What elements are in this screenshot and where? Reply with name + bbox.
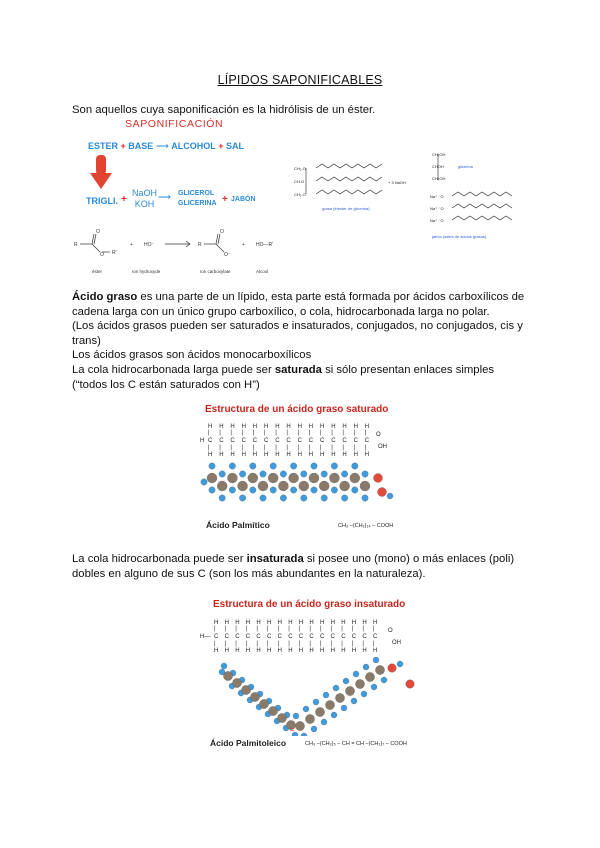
svg-text:|: | — [341, 626, 343, 632]
svg-text:H: H — [245, 648, 251, 654]
svg-text:H: H — [330, 620, 335, 626]
svg-text:C: C — [245, 634, 251, 640]
svg-text:|: | — [341, 641, 343, 647]
svg-text:C: C — [264, 438, 269, 444]
svg-text:C: C — [331, 438, 336, 444]
svg-text:|: | — [342, 430, 344, 436]
svg-text:H: H — [373, 648, 378, 654]
svg-text:|: | — [320, 445, 322, 451]
glicerina-caption: glicerina — [458, 164, 473, 169]
svg-text:H: H — [286, 452, 291, 458]
svg-text:C: C — [351, 634, 357, 640]
acido-graso-definition: es una parte de un lípido, esta parte está formada por ácidos carboxílicos de cadena larga con un único grupo carboxílico, o cola, hidrocarbonada larga no polar. — [72, 291, 525, 318]
svg-text:H: H — [308, 452, 314, 458]
svg-text:|: | — [230, 430, 232, 436]
svg-text:H: H — [320, 648, 325, 654]
svg-text:C: C — [208, 438, 213, 444]
svg-text:|: | — [252, 445, 255, 451]
koh-label: KOH — [134, 199, 155, 209]
svg-text:|: | — [219, 445, 221, 451]
svg-text:C: C — [298, 634, 304, 640]
svg-text:|: | — [208, 445, 210, 451]
svg-text:|: | — [264, 445, 266, 451]
svg-text:H: H — [308, 424, 314, 430]
svg-text:=: = — [290, 725, 295, 734]
svg-text:H: H — [353, 452, 358, 458]
svg-text:|: | — [277, 641, 280, 647]
svg-text:|: | — [309, 641, 311, 647]
svg-text:H: H — [331, 452, 336, 458]
svg-text:|: | — [362, 626, 364, 632]
grasa-caption: grasa (triester de glicerina) — [322, 206, 370, 211]
svg-text:O⁻: O⁻ — [224, 252, 231, 258]
svg-text:|: | — [214, 641, 216, 647]
svg-text:|: | — [320, 430, 322, 436]
svg-text:H: H — [320, 452, 325, 458]
svg-text:|: | — [362, 641, 364, 647]
base-label: BASE — [128, 141, 154, 151]
base-stack — [132, 188, 157, 210]
svg-text:H: H — [297, 452, 302, 458]
svg-text:|: | — [320, 641, 322, 647]
svg-text:|: | — [264, 430, 266, 436]
svg-text:|: | — [342, 445, 344, 451]
svg-text:H: H — [288, 648, 293, 654]
saponification-row1: ESTER + BASE ⟶ ALCOHOL + SAL — [88, 141, 245, 151]
svg-text:|: | — [286, 445, 288, 451]
glicerol-label: GLICEROL — [178, 190, 215, 197]
svg-text:C: C — [241, 438, 246, 444]
svg-text:|: | — [245, 641, 248, 647]
svg-text:H: H — [353, 424, 358, 430]
reaction-label-ester: éster — [92, 269, 103, 274]
svg-text:C: C — [342, 438, 347, 444]
svg-text:|: | — [267, 641, 269, 647]
ester-hydrolysis-scheme — [72, 228, 287, 276]
svg-text:+: + — [242, 242, 245, 248]
svg-text:H: H — [264, 452, 269, 458]
svg-text:CH₂OH: CH₂OH — [432, 152, 446, 157]
acido-graso-types: (Los ácidos grasos pueden ser saturados e insaturados, conjugados, no conjugados, cis y trans) — [72, 320, 523, 347]
svg-text:C: C — [235, 634, 240, 640]
svg-text:|: | — [275, 445, 277, 451]
svg-text:|: | — [256, 626, 258, 632]
triglyceride-scheme — [292, 148, 522, 244]
sal-label: SAL — [226, 141, 245, 151]
svg-text:C: C — [252, 438, 258, 444]
svg-text:|: | — [373, 641, 375, 647]
svg-text:H: H — [241, 452, 246, 458]
svg-text:|: | — [364, 430, 367, 436]
svg-text:H: H — [320, 424, 325, 430]
svg-text:H: H — [286, 424, 291, 430]
svg-text:H: H — [200, 438, 205, 444]
svg-text:OH: OH — [378, 444, 387, 450]
naoh-label: NaOH — [132, 188, 158, 198]
svg-text:|: | — [235, 626, 237, 632]
svg-text:|: | — [298, 641, 301, 647]
glicerol-stack — [178, 189, 217, 209]
svg-text:O: O — [376, 432, 381, 438]
svg-text:H: H — [298, 648, 304, 654]
svg-text:H: H — [341, 648, 346, 654]
svg-text:|: | — [364, 445, 367, 451]
svg-text:C: C — [353, 438, 358, 444]
unsaturated-figure-name: Ácido Palmitoleico — [210, 738, 287, 748]
unsaturated-figure-title: Estructura de un ácido graso insaturado — [213, 599, 406, 610]
saturated-figure-title: Estructura de un ácido graso saturado — [205, 404, 389, 415]
svg-text:C: C — [341, 634, 346, 640]
svg-text:Na⁺ ⁻O: Na⁺ ⁻O — [430, 194, 444, 199]
svg-text:H: H — [288, 620, 293, 626]
svg-text:O: O — [220, 229, 224, 235]
svg-text:HO—R': HO—R' — [256, 242, 274, 248]
svg-text:C: C — [230, 438, 235, 444]
svg-text:H: H — [219, 452, 224, 458]
svg-text:C: C — [320, 438, 325, 444]
svg-text:C: C — [275, 438, 280, 444]
svg-text:Na⁺ ⁻O: Na⁺ ⁻O — [430, 206, 444, 211]
svg-text:|: | — [353, 445, 356, 451]
svg-text:R: R — [198, 242, 202, 248]
ester-label: ESTER — [88, 141, 119, 151]
svg-text:|: | — [245, 626, 248, 632]
svg-text:O: O — [100, 252, 104, 258]
svg-text:C: C — [308, 438, 314, 444]
svg-text:|: | — [224, 626, 227, 632]
svg-text:H: H — [320, 620, 325, 626]
reaction-label-hydroxyde: Ion hydroxyde — [132, 269, 161, 274]
svg-text:H: H — [364, 424, 370, 430]
acido-graso-term: Ácido graso — [72, 291, 138, 303]
svg-text:H: H — [298, 620, 304, 626]
svg-text:H—: H— — [200, 634, 211, 640]
svg-text:|: | — [275, 430, 277, 436]
svg-text:H: H — [214, 648, 219, 654]
saturated-figure-name: Ácido Palmítico — [206, 520, 270, 530]
svg-text:OH: OH — [392, 640, 401, 646]
naoh-reagent-label: + 3 NaOH — [388, 180, 406, 185]
glicerina-label: GLICERINA — [178, 200, 217, 207]
svg-text:H: H — [267, 648, 272, 654]
svg-text:C: C — [330, 634, 335, 640]
svg-text:H: H — [235, 620, 240, 626]
svg-text:C: C — [219, 438, 224, 444]
svg-text:H: H — [241, 424, 246, 430]
svg-text:H: H — [373, 620, 378, 626]
svg-text:H: H — [208, 452, 213, 458]
svg-text:|: | — [277, 626, 280, 632]
svg-text:|: | — [353, 430, 356, 436]
svg-text:H: H — [342, 452, 347, 458]
svg-text:H: H — [362, 648, 367, 654]
svg-text:+: + — [130, 242, 133, 248]
insaturada-term: insaturada — [246, 553, 304, 565]
saturated-figure-formula: CH₃ –(CH₂)₁₄ – COOH — [338, 523, 394, 529]
svg-text:|: | — [320, 626, 322, 632]
svg-text:|: | — [208, 430, 210, 436]
svg-text:|: | — [224, 641, 227, 647]
unsaturated-figure-formula: CH₃ –(CH₂)₅ – CH = CH –(CH₂)₇ – COOH — [305, 741, 407, 747]
svg-text:H: H — [309, 620, 314, 626]
acido-graso-mono: Los ácidos grasos son ácidos monocarboxílicos — [72, 349, 312, 362]
svg-text:H: H — [252, 452, 258, 458]
svg-text:CHOH: CHOH — [432, 164, 444, 169]
svg-text:H: H — [208, 424, 213, 430]
svg-text:|: | — [351, 641, 354, 647]
svg-text:H: H — [224, 648, 229, 654]
svg-text:H: H — [219, 424, 224, 430]
svg-text:|: | — [214, 626, 216, 632]
page-title: LÍPIDOS SAPONIFICABLES — [217, 73, 383, 87]
svg-text:H: H — [275, 424, 280, 430]
svg-text:H: H — [235, 648, 240, 654]
svg-text:H: H — [309, 648, 314, 654]
svg-text:|: | — [297, 445, 300, 451]
svg-text:H: H — [297, 424, 302, 430]
saturada-term: saturada — [274, 363, 322, 376]
svg-text:|: | — [309, 626, 311, 632]
svg-text:|: | — [241, 445, 244, 451]
svg-text:|: | — [256, 641, 258, 647]
svg-text:H: H — [330, 648, 335, 654]
svg-text:|: | — [235, 641, 237, 647]
saponification-heading: SAPONIFICACIÓN — [125, 118, 224, 130]
svg-text:C: C — [286, 438, 291, 444]
svg-text:|: | — [230, 445, 232, 451]
jabon-caption: jabón (sales de ácidos grasos) — [432, 234, 487, 239]
svg-text:|: | — [330, 626, 333, 632]
svg-text:|: | — [297, 430, 300, 436]
svg-text:H: H — [264, 424, 269, 430]
saturated-structure — [198, 418, 408, 518]
svg-text:CH₂-O: CH₂-O — [294, 166, 306, 171]
reaction-label-carboxylate: Ion carboxylate — [200, 269, 231, 274]
insaturada-paragraph: La cola hidrocarbonada puede ser insaturada si posee uno (mono) o más enlaces (poli) dobles en alguno de sus C (son los más abundantes en la naturaleza). — [72, 553, 515, 580]
svg-text:H: H — [342, 424, 347, 430]
svg-text:O: O — [96, 229, 100, 235]
intro-paragraph: Son aquellos cuya saponificación es la hidrólisis de un éster. — [72, 104, 376, 116]
svg-text:CH₂OH: CH₂OH — [432, 176, 446, 181]
unsaturated-structure — [198, 614, 420, 736]
svg-text:|: | — [219, 430, 221, 436]
svg-text:C: C — [267, 634, 272, 640]
svg-text:|: | — [331, 430, 333, 436]
svg-text:H: H — [230, 424, 235, 430]
svg-text:H: H — [364, 452, 370, 458]
svg-text:C: C — [288, 634, 293, 640]
svg-text:HO⁻: HO⁻ — [144, 242, 155, 248]
svg-text:H: H — [214, 620, 219, 626]
svg-text:H: H — [256, 620, 261, 626]
trigli-label: TRIGLI. — [86, 196, 118, 206]
svg-text:|: | — [308, 445, 311, 451]
svg-text:H: H — [245, 620, 251, 626]
svg-text:|: | — [331, 445, 333, 451]
svg-text:H: H — [351, 620, 357, 626]
svg-text:C: C — [309, 634, 314, 640]
reaction-label-alcool: Alcool — [256, 269, 269, 274]
svg-text:C: C — [373, 634, 378, 640]
svg-text:H: H — [277, 648, 282, 654]
svg-text:|: | — [241, 430, 244, 436]
svg-text:|: | — [330, 641, 333, 647]
svg-text:Na⁺ ⁻O: Na⁺ ⁻O — [430, 218, 444, 223]
svg-text:CH-O: CH-O — [294, 179, 305, 184]
svg-text:H: H — [230, 452, 235, 458]
svg-text:C: C — [297, 438, 302, 444]
svg-text:C: C — [320, 634, 325, 640]
svg-text:H: H — [224, 620, 229, 626]
svg-text:H: H — [256, 648, 261, 654]
svg-text:O: O — [388, 628, 393, 634]
svg-text:R: R — [74, 242, 78, 248]
acido-graso-paragraph: Ácido graso es una parte de un lípido, esta parte está formada por ácidos carboxílicos de cadena larga con un único grupo carboxílico, o cola, hidrocarbonada larga no polar. (Los ácidos grasos pueden ser saturados e insaturados, conjugados, no conjugados, cis y trans) Los ácidos grasos son ácidos monocarboxílicos La cola hidrocarbonada larga puede ser saturada si sólo presentan enlaces simples (“todos los C están saturados con H”) — [72, 291, 525, 391]
svg-text:C: C — [277, 634, 282, 640]
svg-text:|: | — [351, 626, 354, 632]
svg-text:H: H — [362, 620, 367, 626]
svg-text:H: H — [267, 620, 272, 626]
svg-text:CH₂-O: CH₂-O — [294, 192, 306, 197]
svg-text:C: C — [224, 634, 229, 640]
svg-text:H: H — [331, 424, 336, 430]
svg-text:|: | — [267, 626, 269, 632]
svg-text:C: C — [214, 634, 219, 640]
alcohol-label: ALCOHOL — [171, 141, 216, 151]
svg-text:|: | — [373, 626, 375, 632]
svg-text:H: H — [252, 424, 258, 430]
svg-text:H: H — [351, 648, 357, 654]
svg-text:H: H — [275, 452, 280, 458]
svg-text:|: | — [252, 430, 255, 436]
svg-text:|: | — [308, 430, 311, 436]
svg-text:C: C — [256, 634, 261, 640]
jabon-label: JABÓN — [231, 196, 256, 203]
svg-text:R': R' — [112, 250, 117, 256]
svg-text:H: H — [341, 620, 346, 626]
svg-text:|: | — [286, 430, 288, 436]
svg-text:|: | — [298, 626, 301, 632]
svg-text:C: C — [362, 634, 367, 640]
svg-text:C: C — [364, 438, 370, 444]
red-down-arrow-icon — [90, 155, 112, 191]
svg-text:|: | — [288, 641, 290, 647]
svg-text:H: H — [277, 620, 282, 626]
svg-text:|: | — [288, 626, 290, 632]
